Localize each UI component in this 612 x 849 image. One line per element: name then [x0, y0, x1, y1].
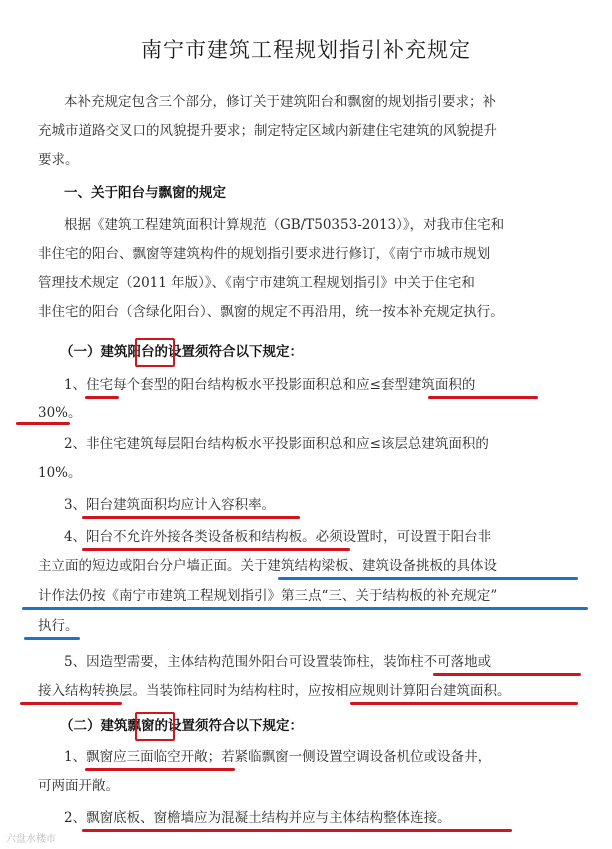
balcony-rule-4-line-3: 计作法仍按《南宁市建筑工程规划指引》第三点“三、关于结构板的补充规定” — [38, 588, 498, 604]
balcony-rule-2-line-1: 2、非住宅建筑每层阳台结构板水平投影面积总和应≤该层总建筑面积的 — [64, 436, 489, 452]
balcony-rule-4-line-1: 4、阳台不允许外接各类设备板和结构板。必须设置时，可设置于阳台非 — [64, 529, 492, 545]
balcony-rule-5-line-1: 5、因造型需要，主体结构范围外阳台可设置装饰柱，装饰柱不可落地或 — [64, 654, 492, 670]
subsection-1-suffix: 的设置须符合以下规定： — [154, 344, 303, 360]
underline-blue-3 — [24, 637, 80, 640]
subsection-2-suffix: 的设置须符合以下规定： — [154, 718, 303, 734]
underline-rule-3 — [82, 516, 300, 519]
balcony-rule-3: 3、阳台建筑面积均应计入容积率。 — [64, 497, 276, 513]
balcony-rule-2-line-2: 10%。 — [38, 465, 82, 481]
underline-rule-5c — [350, 702, 578, 705]
underline-rule-5a — [433, 673, 581, 676]
intro-line-1: 本补充规定包含三个部分，修订关于建筑阳台和飘窗的规划指引要求；补 — [64, 94, 496, 110]
bay-window-rule-1-line-1: 1、飘窗应三面临空开敞；若紧临飘窗一侧设置空调设备机位或设备井， — [64, 749, 492, 765]
section-1-heading: 一、关于阳台与飘窗的规定 — [64, 185, 226, 201]
document-title: 南宁市建筑工程规划指引补充规定 — [141, 38, 471, 62]
bay-window-rule-1-line-2: 可两面开敞。 — [38, 778, 119, 794]
section-1-para-line-3: 管理技术规定（2011 年版）》、《南宁市建筑工程规划指引》中关于住宅和 — [38, 275, 475, 291]
intro-line-3: 要求。 — [38, 152, 79, 168]
underline-unit-area — [428, 396, 538, 399]
balcony-rule-4-line-4: 执行。 — [38, 618, 79, 634]
balcony-rule-4-line-2: 主立面的短边或阳台分户墙正面。关于建筑结构梁板、建筑设备挑板的具体设 — [38, 558, 497, 574]
section-1-para-line-4: 非住宅的阳台（含绿化阳台）、飘窗的规定不再沿用，统一按本补充规定执行。 — [38, 304, 504, 320]
subsection-1-heading — [60, 341, 303, 364]
subsection-2-prefix: （二）建筑 — [60, 718, 128, 734]
subsection-1-prefix: （一）建筑 — [60, 344, 128, 360]
underline-rule-5b — [20, 702, 122, 705]
underline-residential — [85, 396, 119, 399]
balcony-rule-5-line-2: 接入结构转换层。当装饰柱同时为结构柱时，应按相应规则计算阳台建筑面积。 — [38, 683, 511, 699]
bay-window-rule-2: 2、飘窗底板、窗檐墙应为混凝土结构并应与主体结构整体连接。 — [64, 810, 451, 826]
subsection-2-key: 飘窗 — [127, 718, 155, 734]
balcony-rule-1-line-1: 1、住宅每个套型的阳台结构板水平投影面积总和应≤套型建筑面积的 — [64, 377, 476, 393]
underline-bay-rule-1 — [85, 768, 235, 771]
bay-window-highlight-box — [135, 712, 175, 741]
section-1-para-line-1: 根据《建筑工程建筑面积计算规范（GB/T50353-2013）》，对我市住宅和 — [64, 217, 505, 233]
underline-blue-2 — [22, 607, 588, 610]
underline-rule-4 — [82, 548, 350, 551]
subsection-2-heading — [60, 715, 303, 738]
underline-bay-rule-2 — [82, 829, 512, 832]
underline-blue-1 — [278, 577, 578, 580]
watermark: 六盘水楼市 — [6, 834, 56, 845]
underline-30-percent — [16, 422, 70, 425]
balcony-highlight-box — [135, 338, 175, 367]
balcony-rule-1-line-2: 30%。 — [38, 405, 82, 421]
section-1-para-line-2: 非住宅的阳台、飘窗等建筑构件的规划指引要求进行修订，《南宁市城市规划 — [38, 246, 491, 262]
subsection-1-key: 阳台 — [127, 344, 155, 360]
intro-line-2: 充城市道路交叉口的风貌提升要求；制定特定区域内新建住宅建筑的风貌提升 — [38, 123, 497, 139]
